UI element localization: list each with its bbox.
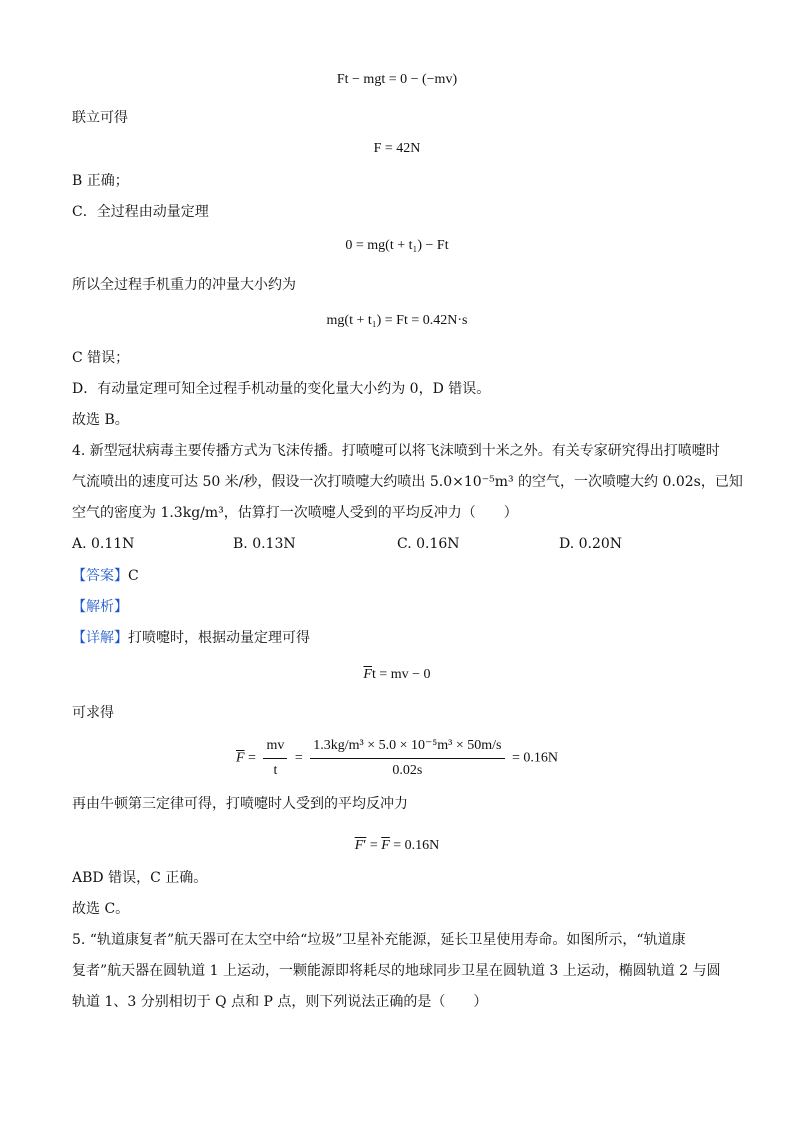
text-lianli: 联立可得 (72, 110, 128, 126)
question-5-line3: 轨道 1、3 分别相切于 Q 点和 P 点，则下列说法正确的是（ ） (72, 994, 488, 1010)
option-a: A. 0.11N (72, 536, 135, 552)
question-4-line2: 气流喷出的速度可达 50 米/秒，假设一次打喷嚏大约喷出 5.0×10⁻⁵m³ 的空气，一次喷嚏大约 0.02s，已知 (72, 474, 743, 490)
text-choose-c: 故选 C。 (72, 901, 130, 917)
equation-avg-force-result: = 0.16N (512, 750, 559, 766)
option-c: C. 0.16N (397, 536, 460, 552)
question-4-line1: 4. 新型冠状病毒主要传播方式为飞沫传播。打喷嚏可以将飞沫喷到十米之外。有关专家研究得出打喷嚏时 (72, 443, 720, 459)
fraction-denominator-t: t (273, 763, 278, 778)
detail-label: 【详解】 (72, 630, 128, 646)
text-b-correct: B 正确； (72, 173, 129, 189)
text-newton-third: 再由牛顿第三定律可得，打喷嚏时人受到的平均反冲力 (72, 796, 408, 812)
equation-whole-process: 0 = mg(t + t₁) − Ft (345, 238, 449, 253)
equation-force-result: F = 42N (373, 141, 421, 156)
equation-momentum: Ft − mgt = 0 − (−mv) (336, 72, 458, 87)
text-impulse-intro: 所以全过程手机重力的冲量大小约为 (72, 277, 296, 293)
text-choose-b: 故选 B。 (72, 412, 129, 428)
analysis-line (72, 597, 128, 617)
text-abd-wrong: ABD 错误，C 正确。 (72, 870, 208, 886)
question-5-line1: 5. “轨道康复者”航天器可在太空中给“垃圾”卫星补充能源，延长卫星使用寿命。如图所示，“轨道康 (72, 932, 686, 948)
equation-avg-force-momentum-rhs: t = mv − 0 (371, 667, 431, 682)
fraction-numerator-numeric: 1.3kg/m³ × 5.0 × 10⁻⁵m³ × 50m/s (310, 736, 504, 759)
option-b: B. 0.13N (233, 536, 296, 552)
answer-line (72, 566, 139, 586)
answer-value: C (128, 568, 139, 584)
text-kqiude: 可求得 (72, 705, 114, 721)
question-5-line2: 复者”航天器在圆轨道 1 上运动，一颗能源即将耗尽的地球同步卫星在圆轨道 3 上运动，椭圆轨道 2 与圆 (72, 963, 721, 979)
equation-avg-force-calc: $\overline{F}$ = $\frac{mv}{t}$ = $\frac{\text{1.3kg/m³ × 5.0 × 10⁻⁵m³ × 50m/s}}{0.02s}$ = 0.16N (0, 736, 794, 781)
text-d-option: D．有动量定理可知全过程手机动量的变化量大小约为 0，D 错误。 (72, 381, 491, 397)
analysis-label: 【解析】 (72, 599, 128, 615)
text-c-intro: C．全过程由动量定理 (72, 204, 209, 220)
fraction-denominator-numeric: 0.02s (392, 763, 423, 778)
detail-text: 打喷嚏时，根据动量定理可得 (128, 630, 310, 646)
option-d: D. 0.20N (559, 536, 623, 552)
fraction-numeric (310, 736, 504, 781)
equation-impulse: mg(t + t₁) = Ft = 0.42N·s (326, 313, 468, 328)
question-4-line3: 空气的密度为 1.3kg/m³，估算打一次喷嚏人受到的平均反冲力（ ） (72, 505, 518, 521)
equation-reaction-force: $F' = \overline{F} = 0.16N$ (354, 838, 440, 853)
fraction-numerator-mv: mv (263, 736, 287, 759)
fraction-mv-over-t (263, 736, 287, 781)
text-c-wrong: C 错误； (72, 350, 130, 366)
answer-label: 【答案】 (72, 568, 128, 584)
equation-avg-force-momentum: $\overline{F}t$ = mv − 0 (363, 667, 431, 682)
equation-reaction-force-rhs: = 0.16N (393, 838, 440, 853)
detail-line (72, 628, 310, 648)
